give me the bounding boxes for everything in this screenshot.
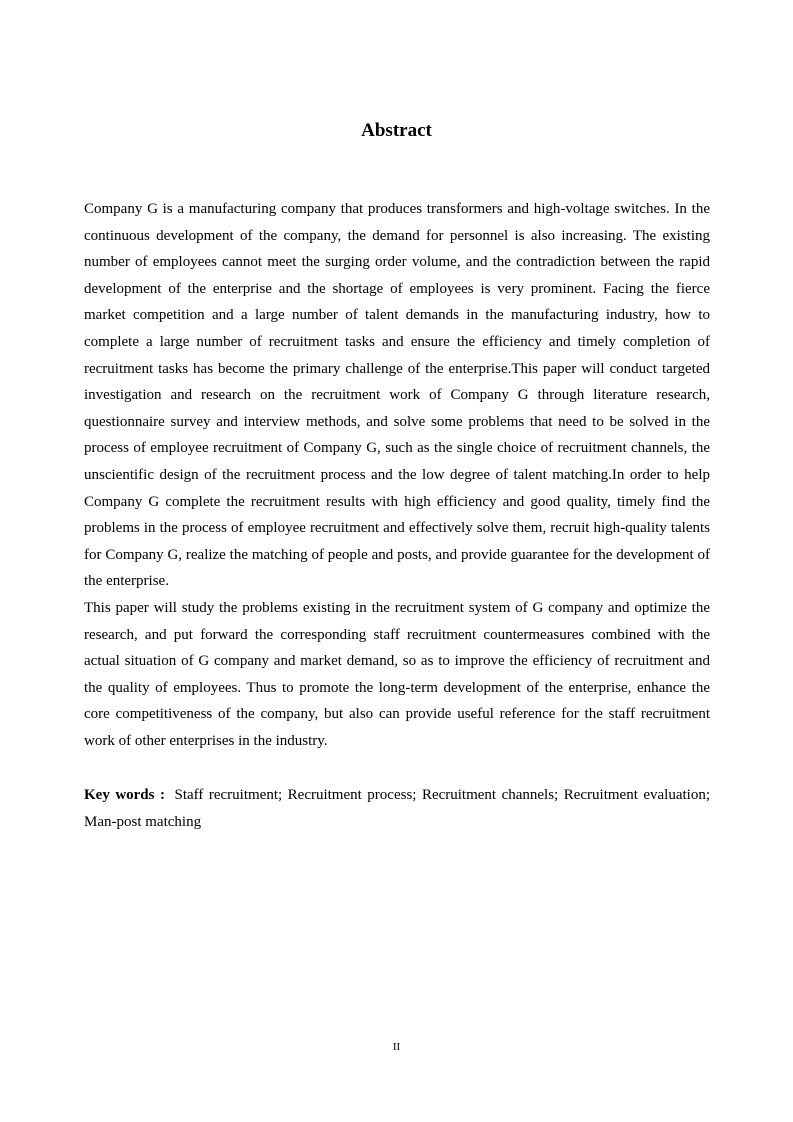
keywords-line xyxy=(84,782,710,836)
keywords-text: Staff recruitment; Recruitment process; Recruitment channels; Recruitment evaluation; Man-post matching xyxy=(84,787,710,830)
keywords-label: Key words : xyxy=(84,787,165,803)
page-number: II xyxy=(392,1041,401,1053)
abstract-title: Abstract xyxy=(361,120,432,141)
abstract-body xyxy=(84,196,710,754)
abstract-paragraph-1: Company G is a manufacturing company that produces transformers and high-voltage switches. In the continuous development of the company, the demand for personnel is also increasing. The existing number of employees cannot meet the surging order volume, and the contradiction between the rapid development of the enterprise and the shortage of employees is very prominent. Facing the fierce market competition and a large number of talent demands in the manufacturing industry, how to complete a large number of recruitment tasks and ensure the efficiency and timely completion of recruitment tasks has become the primary challenge of the enterprise.This paper will conduct targeted investigation and research on the recruitment work of Company G through literature research, questionnaire survey and interview methods, and solve some problems that need to be solved in the process of employee recruitment of Company G, such as the single choice of recruitment channels, the unscientific design of the recruitment process and the low degree of talent matching.In order to help Company G complete the recruitment results with high efficiency and good quality, timely find the problems in the process of employee recruitment and effectively solve them, recruit high-quality talents for Company G, realize the matching of people and posts, and provide guarantee for the development of the enterprise. xyxy=(84,201,710,590)
abstract-paragraph-2: This paper will study the problems existing in the recruitment system of G company and optimize the research, and put forward the corresponding staff recruitment countermeasures combined with the actual situation of G company and market demand, so as to improve the efficiency of recruitment and the quality of employees. Thus to promote the long-term development of the enterprise, enhance the core competitiveness of the company, but also can provide useful reference for the staff recruitment work of other enterprises in the industry. xyxy=(84,599,710,749)
